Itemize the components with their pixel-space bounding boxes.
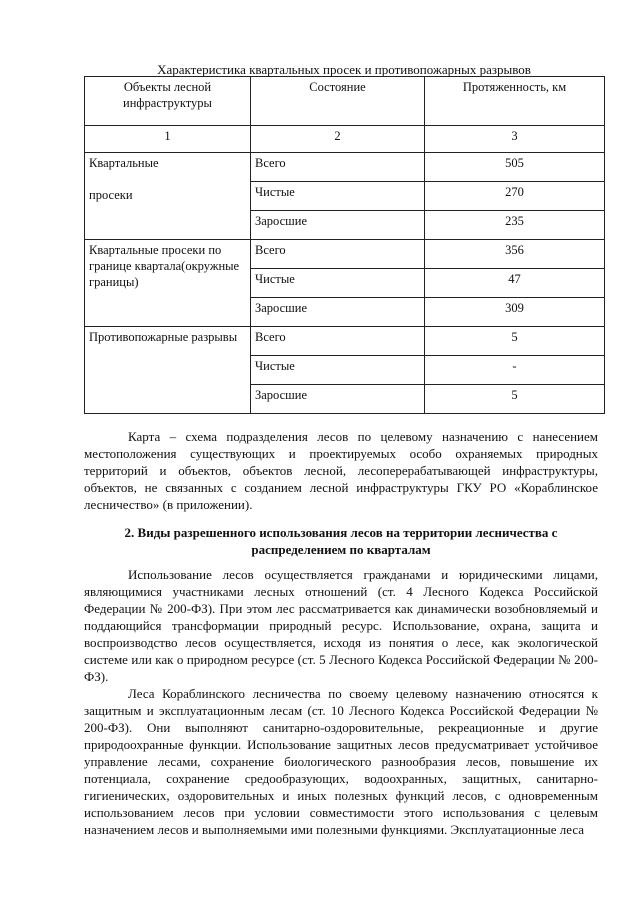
object-name-line: просеки [89, 188, 133, 202]
table-row [85, 327, 605, 356]
state-cell: Заросшие [251, 385, 425, 414]
object-name-line: Противопожарные разрывы [89, 330, 238, 344]
state-cell: Чистые [251, 356, 425, 385]
object-name-line: Квартальные просеки по границе квартала(окружные границы) [89, 243, 240, 289]
table-row [85, 240, 605, 269]
length-cell: - [425, 356, 605, 385]
object-name-line: Квартальные [89, 156, 159, 170]
state-cell: Всего [251, 327, 425, 356]
state-cell: Заросшие [251, 211, 425, 240]
infrastructure-table [84, 76, 605, 414]
length-cell: 235 [425, 211, 605, 240]
header-length: Протяженность, км [425, 77, 605, 126]
table-caption: Характеристика квартальных просек и противопожарных разрывов [157, 62, 531, 77]
length-cell: 356 [425, 240, 605, 269]
header-objects: Объекты лесной инфраструктуры [85, 77, 251, 126]
state-cell: Чистые [251, 269, 425, 298]
table-row [85, 153, 605, 182]
length-cell: 270 [425, 182, 605, 211]
section-heading-line: распределением по кварталам [251, 542, 431, 557]
length-cell: 5 [425, 385, 605, 414]
table-header-row [85, 77, 605, 126]
state-cell: Заросшие [251, 298, 425, 327]
section-body [84, 566, 598, 838]
column-number: 2 [251, 126, 425, 153]
state-cell: Всего [251, 240, 425, 269]
body-paragraph: Леса Кораблинского лесничества по своему целевому назначению относятся к защитным и эксплуатационным лесам (ст. 10 Лесного Кодекса Российской Федерации № 200-ФЗ). Они выполняют санитарно-оздоровительные, рекреационные и другие природоохранные функции. Использование защитных лесов предусматривает устойчивое управление лесами, сохранение биологического разнообразия лесов, повышение их потенциала, сохранение средообразующих, водоохранных, защитных, санитарно-гигиенических, оздоровительных и иных полезных функций лесов, с одновременным использованием лесов при условии совместимости этого использования с целевым назначением лесов и выполняемыми ими полезными функциями. Эксплуатационные леса [84, 686, 598, 837]
column-number: 1 [85, 126, 251, 153]
object-name-line [89, 171, 246, 187]
header-state: Состояние [251, 77, 425, 126]
object-name-cell [85, 240, 251, 327]
column-number: 3 [425, 126, 605, 153]
length-cell: 5 [425, 327, 605, 356]
section-heading-line: 2. Виды разрешенного использования лесов на территории лесничества с [124, 525, 558, 540]
state-cell: Всего [251, 153, 425, 182]
length-cell: 47 [425, 269, 605, 298]
object-name-cell [85, 327, 251, 414]
map-paragraph-block [84, 428, 598, 513]
section-heading [84, 524, 598, 558]
object-name-cell [85, 153, 251, 240]
map-paragraph: Карта – схема подразделения лесов по целевому назначению с нанесением местоположения существующих и проектируемых особо охраняемых природных территорий и объектов, объектов лесной, лесоперерабатывающей инфраструктуры, объектов, не связанных с созданием лесной инфраструктуры ГКУ РО «Кораблинское лесничество» (в приложении). [84, 429, 598, 512]
body-paragraph: Использование лесов осуществляется гражданами и юридическими лицами, являющимися участниками лесных отношений (ст. 4 Лесного Кодекса Российской Федерации № 200-ФЗ). При этом лес рассматривается как динамически возобновляемый и поддающийся трансформации природный ресурс. Использование, охрана, защита и воспроизводство лесов осуществляется, исходя из понятия о лесе, как экологической системе или как о природном ресурсе (ст. 5 Лесного Кодекса Российской Федерации № 200-ФЗ). [84, 567, 598, 684]
state-cell: Чистые [251, 182, 425, 211]
column-number-row [85, 126, 605, 153]
length-cell: 505 [425, 153, 605, 182]
length-cell: 309 [425, 298, 605, 327]
